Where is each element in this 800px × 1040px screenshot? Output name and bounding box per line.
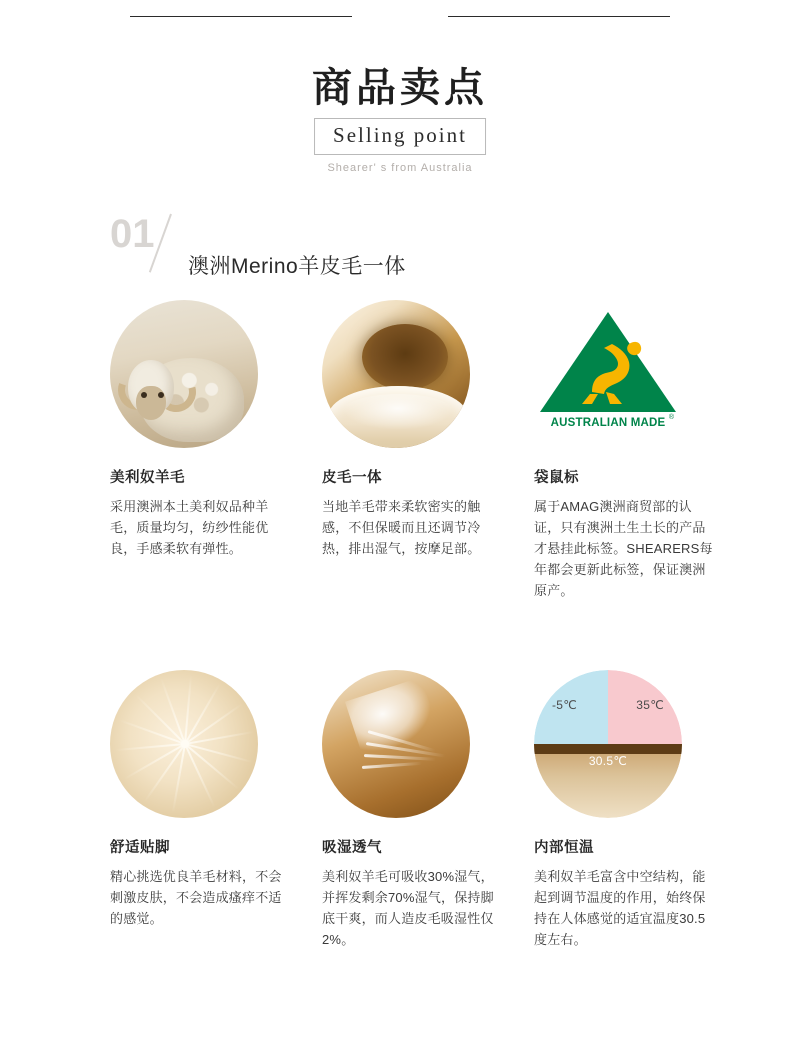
feature-row-2 — [0, 670, 800, 1040]
fur-one-piece-photo-icon — [322, 300, 470, 448]
subtitle-box — [314, 118, 486, 155]
page-subtitle: Selling point — [333, 123, 467, 147]
feature-title: 吸湿透气 — [322, 840, 382, 856]
temperature-diagram-icon — [534, 670, 682, 818]
page-caption: Shearer' s from Australia — [327, 162, 473, 174]
feature-card-soft-fit — [110, 670, 330, 929]
moisture-wicking-photo-icon — [322, 670, 470, 818]
feature-card-fur-one-piece — [322, 300, 542, 559]
feature-body: 精心挑选优良羊毛材料，不会刺激皮肤，不会造成瘙痒不适的感觉。 — [110, 869, 282, 926]
feature-grid — [0, 300, 800, 1040]
feature-body: 当地羊毛带来柔软密实的触感，不但保暖而且还调节冷热，排出湿气，按摩足部。 — [322, 499, 481, 556]
feature-title: 舒适贴脚 — [110, 840, 170, 856]
page-header — [0, 0, 800, 200]
feature-title: 美利奴羊毛 — [110, 470, 185, 486]
feature-title: 皮毛一体 — [322, 470, 382, 486]
feature-row-1 — [0, 300, 800, 670]
svg-text:®: ® — [668, 414, 674, 421]
feature-card-australian-made — [534, 300, 754, 601]
page-title: 商品卖点 — [312, 65, 488, 111]
soft-fiber-photo-icon — [110, 670, 258, 818]
feature-title: 内部恒温 — [534, 840, 594, 856]
feature-card-constant-temperature — [534, 670, 754, 950]
australian-made-logo-icon — [534, 300, 682, 448]
cold-temperature-label: -5℃ — [552, 698, 578, 712]
feature-body: 美利奴羊毛富含中空结构，能起到调节温度的作用，始终保持在人体感觉的适宜温度30.5度左右。 — [534, 869, 706, 947]
feature-body: 采用澳洲本土美利奴品种羊毛，质量均匀，纺纱性能优良，手感柔软有弹性。 — [110, 499, 269, 556]
section-heading — [110, 212, 710, 282]
header-divider-gap — [352, 9, 448, 25]
feature-card-moisture-wicking — [322, 670, 542, 950]
feature-title: 袋鼠标 — [534, 470, 579, 486]
feature-body: 属于AMAG澳洲商贸部的认证，只有澳洲土生土长的产品才悬挂此标签。SHEARERS每年都会更新此标签，保证澳洲原产。 — [534, 499, 713, 598]
section-number: 01 — [110, 212, 155, 256]
feature-body: 美利奴羊毛可吸收30%湿气，并挥发剩余70%湿气，保持脚底干爽，而人造皮毛吸湿性仅2%。 — [322, 869, 494, 947]
feature-card-merino-wool — [110, 300, 330, 559]
merino-sheep-photo-icon — [110, 300, 258, 448]
section-title: 澳洲Merino羊皮毛一体 — [188, 255, 406, 278]
body-temperature-label: 30.5℃ — [588, 754, 628, 768]
svg-text:AUSTRALIAN MADE: AUSTRALIAN MADE — [550, 417, 666, 429]
hot-temperature-label: 35℃ — [636, 698, 664, 712]
